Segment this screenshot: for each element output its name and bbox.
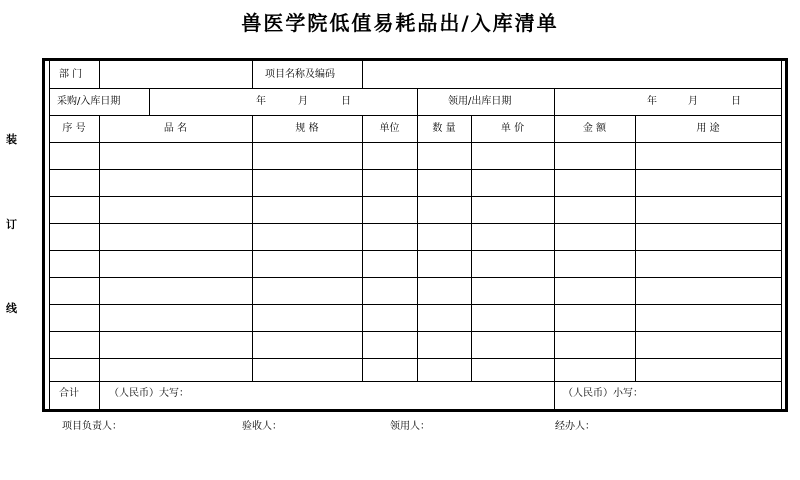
grid-line	[554, 115, 555, 381]
signature-project-lead: 项目负责人：	[62, 421, 122, 432]
grid-line	[362, 115, 363, 381]
col-header-amount: 金 额	[582, 123, 607, 134]
grid-line	[781, 61, 782, 409]
grid-line	[252, 115, 253, 381]
grid-line	[49, 358, 781, 359]
grid-line	[417, 88, 418, 115]
total-lower-label: （人民币）小写：	[563, 388, 643, 399]
col-header-usage: 用 途	[696, 123, 720, 134]
grid-line	[49, 381, 781, 382]
signature-handler: 经办人：	[555, 421, 595, 432]
receive-date-label: 领用/出库日期	[448, 96, 512, 107]
purchase-month-label: 月	[298, 96, 308, 107]
signature-inspector: 验收人：	[242, 421, 282, 432]
col-header-seq: 序 号	[62, 123, 86, 134]
grid-line	[471, 115, 472, 381]
grid-line	[49, 250, 781, 251]
receive-month-label: 月	[688, 96, 698, 107]
col-header-price: 单 价	[500, 123, 525, 134]
receive-day-label: 日	[731, 96, 741, 107]
item-name-label: 项目名称及编码	[265, 69, 335, 80]
form-table	[42, 58, 788, 412]
signature-receiver: 领用人：	[390, 421, 430, 432]
grid-line	[49, 169, 781, 170]
grid-line	[49, 331, 781, 332]
grid-line	[49, 142, 781, 143]
grid-line	[417, 115, 418, 381]
grid-line	[49, 304, 781, 305]
grid-line	[49, 61, 50, 409]
col-header-qty: 数 量	[432, 123, 456, 134]
total-label: 合计	[59, 388, 79, 399]
purchase-day-label: 日	[341, 96, 351, 107]
col-header-name: 品 名	[163, 123, 188, 134]
grid-line	[149, 88, 150, 115]
grid-line	[49, 88, 781, 89]
binding-margin-char: 线	[6, 302, 17, 315]
dept-label: 部 门	[59, 69, 83, 80]
binding-margin-char: 装	[6, 133, 17, 146]
grid-line	[49, 277, 781, 278]
dept-field[interactable]	[100, 62, 251, 88]
grid-line	[49, 115, 781, 116]
col-header-spec: 规 格	[295, 123, 319, 134]
col-header-unit: 单位	[379, 123, 400, 134]
form-title: 兽医学院低值易耗品出/入库清单	[241, 11, 559, 35]
grid-line	[99, 381, 100, 409]
item-name-field[interactable]	[363, 62, 780, 88]
receive-year-label: 年	[647, 96, 657, 107]
purchase-date-label: 采购/入库日期	[57, 96, 121, 107]
purchase-year-label: 年	[256, 96, 266, 107]
grid-line	[49, 223, 781, 224]
grid-line	[554, 88, 555, 115]
grid-line	[49, 196, 781, 197]
grid-line	[554, 381, 555, 409]
binding-margin-char: 订	[6, 218, 17, 231]
grid-line	[99, 115, 100, 381]
grid-line	[635, 115, 636, 381]
total-upper-label: （人民币）大写：	[109, 388, 189, 399]
grid-line	[252, 61, 253, 88]
